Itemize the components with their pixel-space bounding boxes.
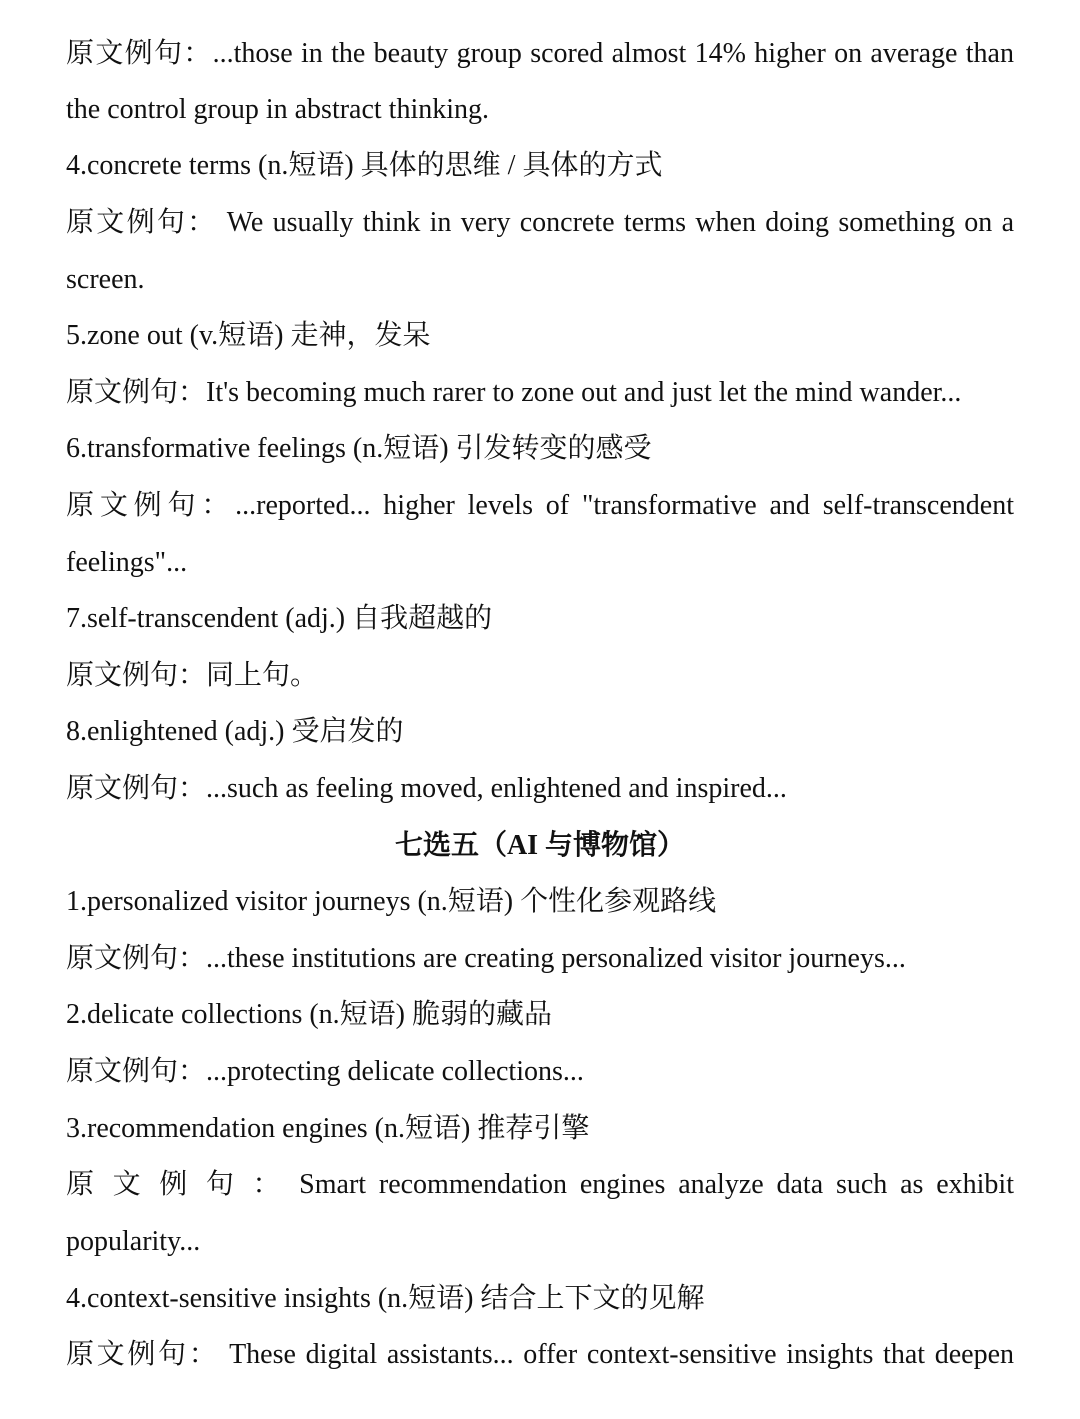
vocab-entry [66, 884, 1014, 920]
example-label: 原文例句： [66, 943, 207, 974]
example-line [66, 375, 1014, 411]
example-label: 原文例句： [66, 1339, 220, 1370]
example-continuation [66, 92, 1014, 128]
example-label: 原文例句： [66, 490, 236, 521]
vocab-text: 3.recommendation engines (n.短语) 推荐引擎 [66, 1113, 590, 1144]
example-label: 原 文 例 句 ： [66, 1169, 287, 1200]
example-text: ...protecting delicate collections... [206, 1056, 584, 1087]
example-label: 原文例句： [66, 773, 207, 804]
example-line [66, 1167, 1014, 1203]
section-title: 七选五（AI 与博物馆） [394, 830, 686, 861]
vocab-entry [66, 997, 1014, 1033]
example-continuation [66, 545, 1014, 581]
vocab-entry [66, 714, 1014, 750]
example-text: feelings"... [66, 547, 188, 578]
vocab-text: 8.enlightened (adj.) 受启发的 [66, 716, 404, 747]
vocab-entry [66, 1281, 1014, 1317]
example-text: Smart recommendation engines analyze data such as exhibit [286, 1169, 1014, 1200]
vocab-text: 1.personalized visitor journeys (n.短语) 个性化参观路线 [66, 886, 717, 917]
example-label: 原文例句： [66, 1056, 207, 1087]
example-line [66, 36, 1014, 72]
example-text: popularity... [66, 1226, 201, 1257]
example-text: 同上句。 [206, 660, 319, 691]
example-label: 原文例句： [66, 377, 207, 408]
example-text: We usually think in very concrete terms when doing something on a [217, 207, 1014, 238]
example-text: ...such as feeling moved, enlightened and inspired... [206, 773, 787, 804]
example-line [66, 205, 1014, 241]
example-text: screen. [66, 264, 145, 295]
example-line [66, 771, 1014, 807]
vocab-entry [66, 431, 1014, 467]
vocab-entry [66, 1111, 1014, 1147]
vocab-entry [66, 318, 1014, 354]
vocab-entry [66, 148, 1014, 184]
example-continuation [66, 262, 1014, 298]
example-line [66, 488, 1014, 524]
vocab-text: 4.context-sensitive insights (n.短语) 结合上下文的见解 [66, 1283, 705, 1314]
section-heading [66, 828, 1014, 864]
example-line [66, 941, 1014, 977]
vocab-text: 5.zone out (v.短语) 走神，发呆 [66, 320, 431, 351]
example-label: 原文例句： [66, 38, 213, 69]
example-line [66, 658, 1014, 694]
example-text: It's becoming much rarer to zone out and just let the mind wander... [206, 377, 962, 408]
example-text: ...reported... higher levels of "transformative and self-transcendent [235, 490, 1014, 521]
example-label: 原文例句： [66, 207, 218, 238]
example-text: ...these institutions are creating personalized visitor journeys... [206, 943, 906, 974]
vocab-entry [66, 601, 1014, 637]
vocab-text: 7.self-transcendent (adj.) 自我超越的 [66, 603, 493, 634]
example-label: 原文例句： [66, 660, 207, 691]
vocab-text: 4.concrete terms (n.短语) 具体的思维 / 具体的方式 [66, 150, 663, 181]
example-text: ...those in the beauty group scored almost 14% higher on average than [212, 38, 1014, 69]
example-text: These digital assistants... offer context-sensitive insights that deepen [219, 1339, 1014, 1370]
example-continuation [66, 1224, 1014, 1260]
example-text: the control group in abstract thinking. [66, 94, 490, 125]
example-line [66, 1054, 1014, 1090]
vocab-text: 6.transformative feelings (n.短语) 引发转变的感受 [66, 433, 652, 464]
example-line [66, 1337, 1014, 1373]
vocab-text: 2.delicate collections (n.短语) 脆弱的藏品 [66, 999, 552, 1030]
